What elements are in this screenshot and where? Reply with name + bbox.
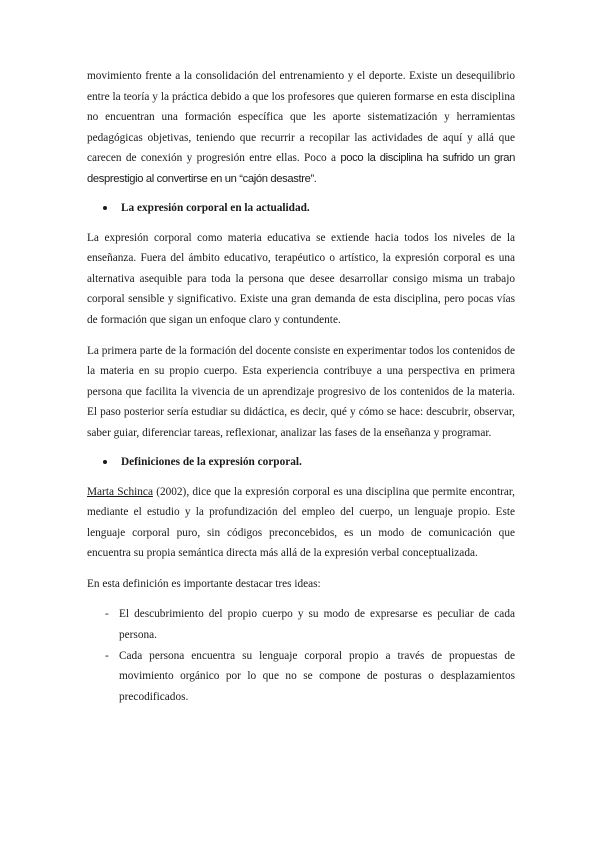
paragraph-ideas-intro: En esta definición es importante destacar tres ideas: <box>87 577 321 590</box>
section-heading-actualidad-text: La expresión corporal en la actualidad. <box>121 201 310 214</box>
paragraph-intro-text: movimiento frente a la consolidación del entrenamiento y el deporte. Existe un desequilibrio entre la teoría y la práctica debido a que los profesores que quieren formarse en esta disciplina no encuentran una formación específica que les aporte sistematización y herramientas pedagógicas objetivas, teniendo que recurrir a recopilar las actividades de aquí y allá que carecen de conexión y progresión entre ellas. Poco a <box>87 70 515 165</box>
paragraph-intro <box>87 66 515 190</box>
list-item <box>105 646 515 708</box>
paragraph-schinca-text: (2002), dice que la expresión corporal es una disciplina que permite encontrar, mediante el estudio y la profundización del empleo del cuerpo, un lenguaje propio. Este lenguaje corporal puro, sin códigos preconcebidos, es un modo de comunicación que encuentra su propia semántica directa más allá de la expresión verbal conceptualizada. <box>87 485 515 560</box>
paragraph-intro-tail: poco la disciplina ha sufrido un gran desprestigio al convertirse en un “cajón desastre” <box>87 152 516 185</box>
bullet-icon <box>103 460 107 464</box>
paragraph-actualidad: La expresión corporal como materia educativa se extiende hacia todos los niveles de la enseñanza. Fuera del ámbito educativo, terapéutico o artístico, la expresión corporal es una alternativa asequible para toda la persona que desee desarrollar consigo misma un trabajo corporal sensible y significativo. Existe una gran demanda de esta disciplina, pero pocas vías de formación que sigan un enfoque claro y contundente. <box>87 231 515 326</box>
paragraph-intro-end: . <box>313 172 317 185</box>
list-marker: - <box>105 649 109 662</box>
list-marker: - <box>105 608 109 621</box>
list-item <box>105 604 515 645</box>
author-link[interactable]: Marta Schinca <box>87 485 153 498</box>
section-heading-definiciones <box>103 452 515 472</box>
section-heading-definiciones-text: Definiciones de la expresión corporal. <box>121 455 302 468</box>
list-item-text: El descubrimiento del propio cuerpo y su modo de expresarse es peculiar de cada persona. <box>119 608 515 642</box>
section-heading-actualidad <box>103 198 515 218</box>
paragraph-formacion: La primera parte de la formación del docente consiste en experimentar todos los contenidos de la materia en su propio cuerpo. Esta experiencia contribuye a una perspectiva en primera persona que facilita la vivencia de un aprendizaje progresivo de los contenidos de la materia. El paso posterior sería estudiar su didáctica, es decir, qué y cómo se hace: descubrir, observar, saber guiar, diferenciar tareas, reflexionar, analizar las fases de la enseñanza y programar. <box>87 344 515 439</box>
bullet-icon <box>103 206 107 210</box>
paragraph-schinca <box>87 482 515 564</box>
list-item-text: Cada persona encuentra su lenguaje corporal propio a través de propuestas de movimiento orgánico por lo que no se compone de posturas o desplazamientos precodificados. <box>119 649 515 703</box>
